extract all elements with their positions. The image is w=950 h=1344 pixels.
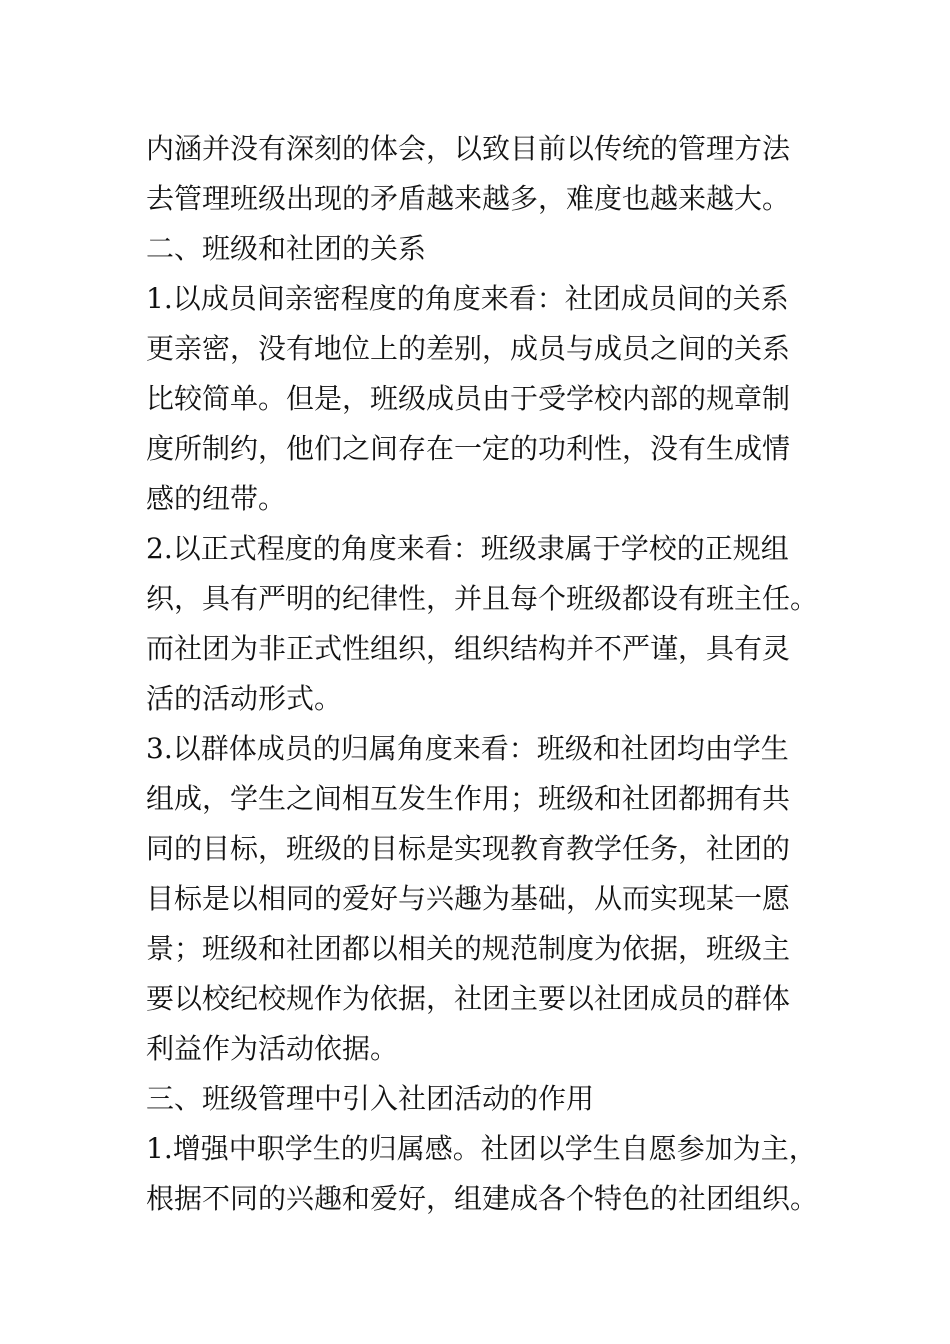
section-heading: 三、班级管理中引入社团活动的作用	[146, 1082, 595, 1115]
text-line: 目标是以相同的爱好与兴趣为基础，从而实现某一愿	[146, 882, 791, 915]
text-line: 景；班级和社团都以相关的规范制度为依据，班级主	[146, 932, 791, 965]
document-page	[146, 124, 836, 1224]
text-line: 3.以群体成员的归属角度来看：班级和社团均由学生	[146, 732, 789, 765]
text-line: 比较简单。但是，班级成员由于受学校内部的规章制	[146, 382, 791, 415]
text-line: 内涵并没有深刻的体会，以致目前以传统的管理方法	[146, 132, 791, 165]
text-line: 1.以成员间亲密程度的角度来看：社团成员间的关系	[146, 282, 789, 315]
text-line: 活的活动形式。	[146, 682, 343, 715]
section-heading: 二、班级和社团的关系	[146, 232, 427, 265]
text-line: 根据不同的兴趣和爱好，组建成各个特色的社团组织。	[146, 1182, 819, 1215]
text-line: 更亲密，没有地位上的差别，成员与成员之间的关系	[146, 332, 791, 365]
text-line: 度所制约，他们之间存在一定的功利性，没有生成情	[146, 432, 791, 465]
text-line: 同的目标，班级的目标是实现教育教学任务，社团的	[146, 832, 791, 865]
text-line: 而社团为非正式性组织，组织结构并不严谨，具有灵	[146, 632, 791, 665]
text-line: 1.增强中职学生的归属感。社团以学生自愿参加为主，	[146, 1132, 817, 1165]
text-line: 感的纽带。	[146, 482, 287, 515]
text-line: 要以校纪校规作为依据，社团主要以社团成员的群体	[146, 982, 791, 1015]
text-line: 2.以正式程度的角度来看：班级隶属于学校的正规组	[146, 532, 789, 565]
text-line: 组成，学生之间相互发生作用；班级和社团都拥有共	[146, 782, 791, 815]
text-line: 去管理班级出现的矛盾越来越多，难度也越来越大。	[146, 182, 791, 215]
text-line: 织，具有严明的纪律性，并且每个班级都设有班主任。	[146, 582, 819, 615]
text-line: 利益作为活动依据。	[146, 1032, 399, 1065]
